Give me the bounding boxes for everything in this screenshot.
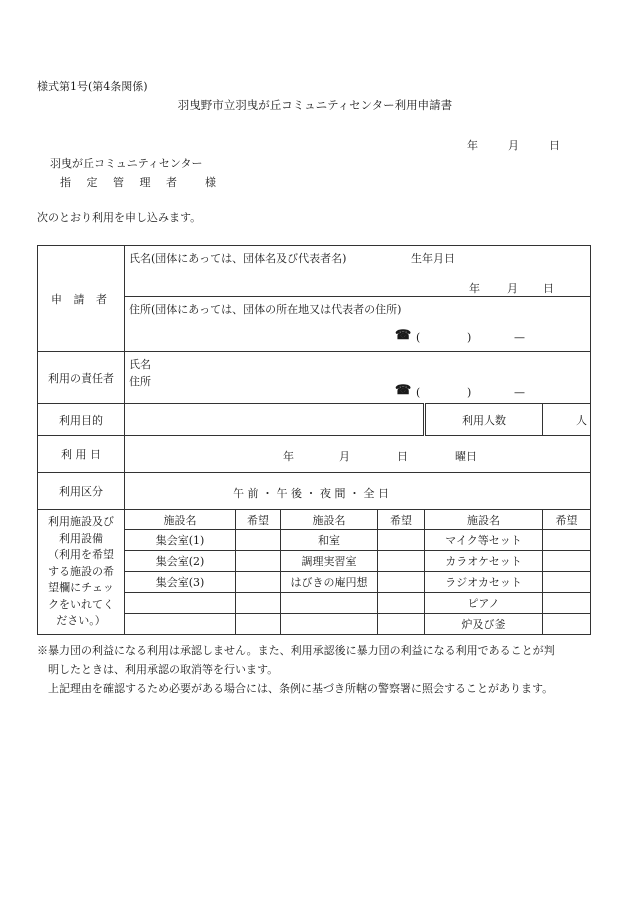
usage-day-label: 日 <box>397 450 408 463</box>
date-month-label: 月 <box>508 139 519 152</box>
facility-name: 集会室(3) <box>125 572 236 593</box>
addressee-manager-title: 指 定 管 理 者 <box>60 176 183 189</box>
facilities-label-line: する施設の希 <box>48 564 114 578</box>
count-label: 利用人数 <box>425 404 543 436</box>
wish-checkbox[interactable] <box>236 614 281 635</box>
notes <box>37 641 597 698</box>
applicant-name-field[interactable] <box>125 246 591 297</box>
note-line: ※暴力団の利益になる利用は承認しません。また、利用承認後に暴力団の利益になる利用であることが判 <box>37 644 555 657</box>
facilities-label <box>38 510 125 635</box>
applicant-label: 申 請 者 <box>38 246 125 352</box>
application-date <box>467 139 560 152</box>
facility-column-header: 施設名 <box>281 510 378 530</box>
facility-name: 炉及び釜 <box>425 614 543 635</box>
wish-checkbox[interactable] <box>378 593 425 614</box>
facilities-label-line: クをいれてく <box>48 597 114 611</box>
tel-close-paren: ) <box>467 386 472 399</box>
facility-column-header: 施設名 <box>125 510 236 530</box>
applicant-name-label: 氏名(団体にあっては、団体名及び代表者名) <box>129 252 347 265</box>
tel-open-paren: ( <box>416 331 421 344</box>
facility-name <box>125 593 236 614</box>
applicant-address-label: 住所(団体にあっては、団体の所在地又は代表者の住所) <box>129 303 402 316</box>
wish-column-header: 希望 <box>378 510 425 530</box>
wish-checkbox[interactable] <box>378 614 425 635</box>
addressee-honorific: 様 <box>205 176 216 189</box>
birth-date-label: 生年月日 <box>411 252 455 265</box>
addressee-facility: 羽曳が丘コミュニティセンター <box>50 157 203 170</box>
facility-name <box>281 614 378 635</box>
wish-checkbox[interactable] <box>543 593 591 614</box>
applicant-address-field[interactable] <box>125 297 591 352</box>
tel-dash: — <box>514 386 525 399</box>
facilities-label-line: 望欄にチェッ <box>48 581 114 595</box>
purpose-label: 利用目的 <box>38 404 125 436</box>
tel-close-paren: ) <box>467 331 472 344</box>
facility-name: 調理実習室 <box>281 551 378 572</box>
intro-text: 次のとおり利用を申し込みます。 <box>37 211 202 224</box>
birth-month-label: 月 <box>507 282 518 295</box>
telephone-icon: ☎ <box>395 383 412 398</box>
application-form-table <box>37 245 591 635</box>
responsible-field[interactable] <box>125 352 591 404</box>
facilities-label-line: （利用を希望 <box>48 548 114 562</box>
count-unit: 人 <box>576 413 587 427</box>
wish-column-header: 希望 <box>543 510 591 530</box>
usage-period-label: 利用区分 <box>38 473 125 510</box>
count-field[interactable] <box>543 404 591 436</box>
wish-checkbox[interactable] <box>236 530 281 551</box>
usage-month-label: 月 <box>339 450 350 463</box>
facility-name: ラジオカセット <box>425 572 543 593</box>
wish-checkbox[interactable] <box>378 551 425 572</box>
facility-name <box>281 593 378 614</box>
note-line: 明したときは、利用承認の取消等を行います。 <box>48 663 279 676</box>
date-day-label: 日 <box>549 139 560 152</box>
wish-checkbox[interactable] <box>378 572 425 593</box>
usage-weekday-label: 曜日 <box>455 450 477 463</box>
tel-open-paren: ( <box>416 386 421 399</box>
facility-column-header: 施設名 <box>425 510 543 530</box>
facility-name: はびきの庵円想 <box>281 572 378 593</box>
wish-checkbox[interactable] <box>236 551 281 572</box>
facility-name <box>125 614 236 635</box>
telephone-icon: ☎ <box>395 328 412 343</box>
responsible-address-label: 住所 <box>129 375 151 388</box>
usage-period-options[interactable] <box>125 473 591 510</box>
usage-year-label: 年 <box>283 450 294 463</box>
date-year-label: 年 <box>467 139 478 152</box>
wish-checkbox[interactable] <box>543 530 591 551</box>
birth-day-label: 日 <box>543 282 554 295</box>
form-number: 様式第1号(第4条関係) <box>37 80 148 93</box>
wish-checkbox[interactable] <box>236 593 281 614</box>
facility-name: 集会室(1) <box>125 530 236 551</box>
birth-year-label: 年 <box>469 282 480 295</box>
wish-checkbox[interactable] <box>378 530 425 551</box>
wish-checkbox[interactable] <box>543 551 591 572</box>
facility-name: マイク等セット <box>425 530 543 551</box>
facilities-label-line: 利用施設及び <box>48 515 114 529</box>
tel-dash: — <box>514 331 525 344</box>
usage-date-label: 利 用 日 <box>38 436 125 473</box>
usage-date-field[interactable] <box>125 436 591 473</box>
wish-checkbox[interactable] <box>543 572 591 593</box>
facilities-label-line: ださい。） <box>56 614 106 628</box>
responsible-label: 利用の責任者 <box>38 352 125 404</box>
addressee-manager <box>60 176 216 189</box>
usage-period-text: 午 前 ・ 午 後 ・ 夜 間 ・ 全 日 <box>233 487 389 500</box>
responsible-name-label: 氏名 <box>129 358 151 371</box>
facility-name: 集会室(2) <box>125 551 236 572</box>
facility-name: 和室 <box>281 530 378 551</box>
wish-column-header: 希望 <box>236 510 281 530</box>
wish-checkbox[interactable] <box>236 572 281 593</box>
facility-name: ピアノ <box>425 593 543 614</box>
purpose-field[interactable] <box>125 404 425 436</box>
note-line: 上記理由を確認するため必要がある場合には、条例に基づき所轄の警察署に照会することがあります。 <box>48 682 554 695</box>
facilities-label-line: 利用設備 <box>59 531 103 545</box>
facility-name: カラオケセット <box>425 551 543 572</box>
wish-checkbox[interactable] <box>543 614 591 635</box>
document-title: 羽曳野市立羽曳が丘コミュニティセンター利用申請書 <box>177 98 453 112</box>
